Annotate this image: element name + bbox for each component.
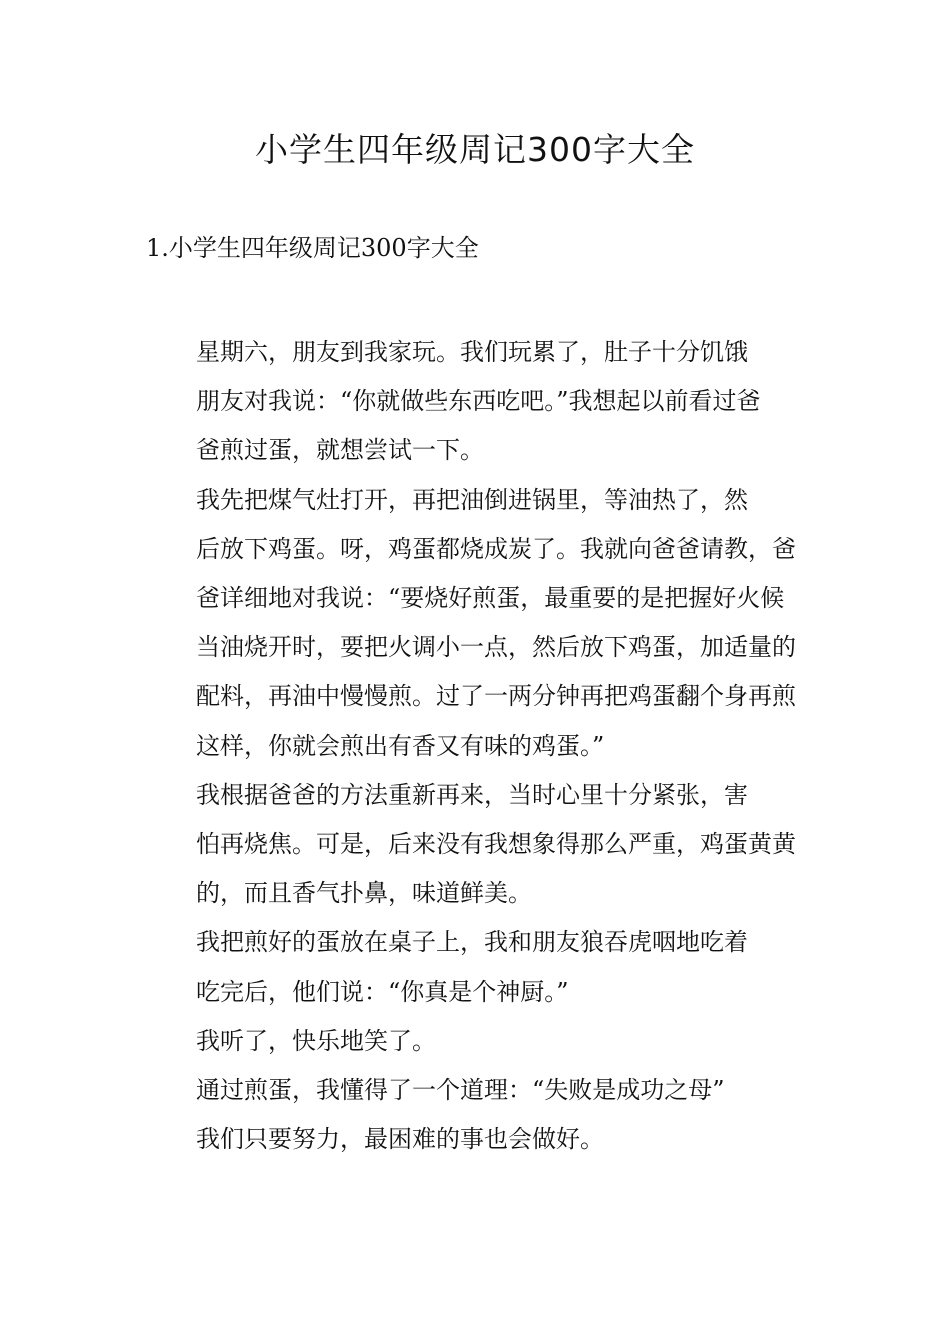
section-heading: 1.小学生四年级周记300字大全 bbox=[146, 234, 479, 262]
paragraph-5 bbox=[146, 1017, 808, 1066]
text-line: 星期六，朋友到我家玩。我们玩累了，肚子十分饥饿 bbox=[196, 338, 748, 366]
document-title: 小学生四年级周记300字大全 bbox=[255, 130, 695, 169]
text-line: 我们只要努力，最困难的事也会做好。 bbox=[196, 1125, 604, 1154]
text-line: 配料，再油中慢慢煎。过了一两分钟再把鸡蛋翻个身再煎 bbox=[196, 682, 796, 711]
text-line: 的，而且香气扑鼻，味道鲜美。 bbox=[196, 879, 532, 908]
text-line: 后放下鸡蛋。呀，鸡蛋都烧成炭了。我就向爸爸请教，爸 bbox=[196, 534, 796, 563]
text-line: 爸煎过蛋，就想尝试一下。 bbox=[196, 436, 484, 465]
text-line: 朋友对我说：“你就做些东西吃吧。”我想起以前看过爸 bbox=[196, 387, 761, 416]
text-line: 通过煎蛋，我懂得了一个道理：“失败是成功之母” bbox=[196, 1076, 725, 1105]
paragraph-6 bbox=[146, 1066, 808, 1164]
text-line: 吃完后，他们说：“你真是个神厨。” bbox=[196, 977, 569, 1006]
text-line: 这样，你就会煎出有香又有味的鸡蛋。” bbox=[196, 731, 605, 760]
text-line: 我听了，快乐地笑了。 bbox=[196, 1026, 436, 1055]
text-line: 当油烧开时，要把火调小一点，然后放下鸡蛋，加适量的 bbox=[196, 633, 796, 662]
essay-body bbox=[146, 328, 808, 1164]
text-line: 爸详细地对我说：“要烧好煎蛋，最重要的是把握好火候 bbox=[196, 584, 785, 613]
paragraph-2 bbox=[146, 476, 808, 771]
text-line: 怕再烧焦。可是，后来没有我想象得那么严重，鸡蛋黄黄 bbox=[196, 830, 796, 859]
text-line: 我根据爸爸的方法重新再来，当时心里十分紧张，害 bbox=[196, 780, 748, 809]
paragraph-1 bbox=[146, 328, 808, 476]
paragraph-4 bbox=[146, 918, 808, 1016]
text-line: 我把煎好的蛋放在桌子上，我和朋友狼吞虎咽地吃着 bbox=[196, 928, 748, 957]
text-line: 我先把煤气灶打开，再把油倒进锅里，等油热了，然 bbox=[196, 485, 748, 514]
paragraph-3 bbox=[146, 771, 808, 919]
